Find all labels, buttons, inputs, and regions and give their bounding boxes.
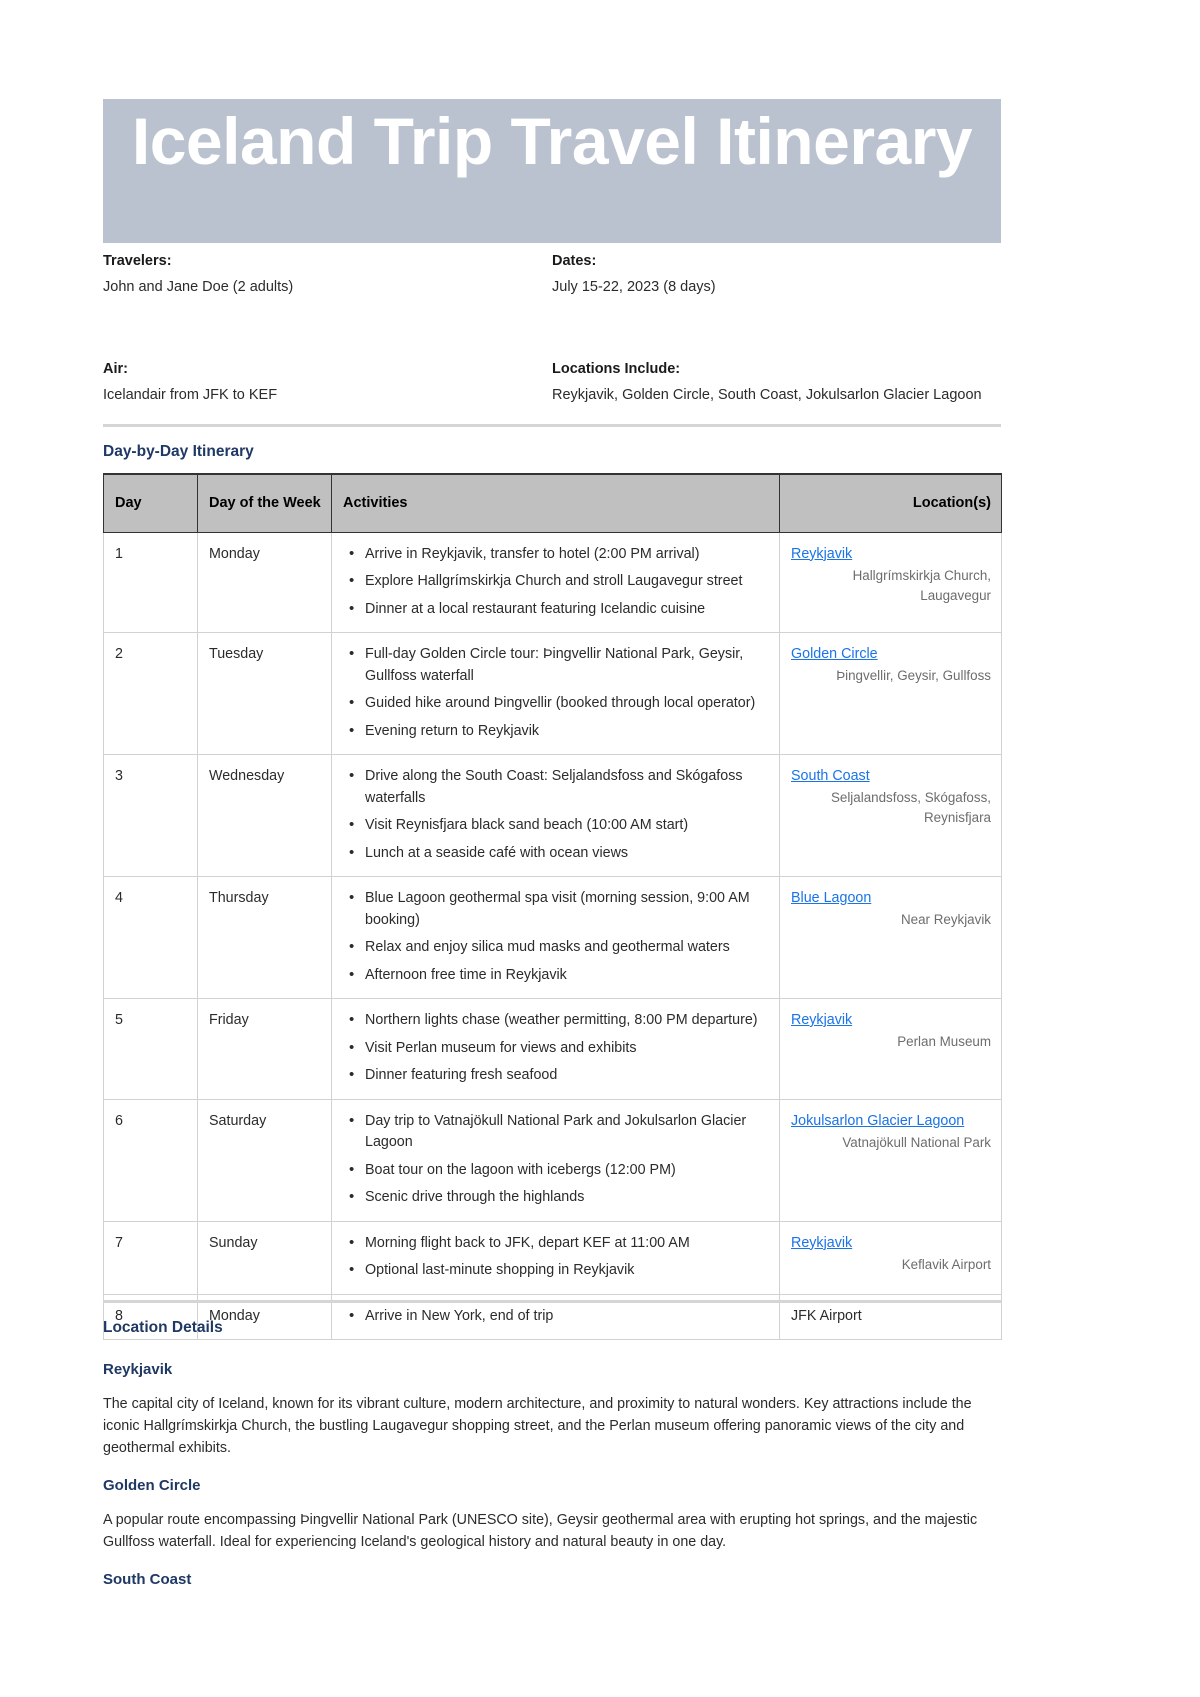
cell-day-of-week: Monday bbox=[198, 1294, 332, 1340]
dates-value: July 15-22, 2023 (8 days) bbox=[552, 279, 716, 295]
trip-meta bbox=[103, 250, 1001, 406]
meta-air bbox=[103, 358, 552, 406]
cell-activities bbox=[332, 999, 780, 1100]
cell-activities bbox=[332, 755, 780, 877]
itinerary-table bbox=[103, 473, 1002, 1340]
activity-item: • Day trip to Vatnajökull National Park and Jokulsarlon Glacier Lagoon bbox=[363, 1111, 769, 1154]
location-subtext: Reynisfjara bbox=[924, 810, 991, 825]
location-subtext: Hallgrímskirkja Church, bbox=[852, 567, 991, 583]
meta-spacer bbox=[103, 298, 1001, 358]
itinerary-table-body bbox=[104, 532, 1002, 1340]
activity-item: • Blue Lagoon geothermal spa visit (morning session, 9:00 AM booking) bbox=[363, 888, 769, 931]
location-detail-text: The capital city of Iceland, known for its vibrant culture, modern architecture, and proximity to natural wonders. Key attractions include the iconic Hallgrímskirkja Church, the bustling Laugavegur shopping street, and the Perlan museum offering panoramic views of the city and geothermal exhibits. bbox=[103, 1396, 972, 1456]
cell-activities bbox=[332, 532, 780, 633]
activity-item: • Northern lights chase (weather permitting, 8:00 PM departure) bbox=[363, 1010, 769, 1032]
location-link[interactable]: Reykjavik bbox=[791, 1234, 853, 1251]
activity-item: • Scenic drive through the highlands bbox=[363, 1187, 769, 1209]
location-subtext: Þingvellir, Geysir, Gullfoss bbox=[836, 668, 991, 683]
activity-item: • Explore Hallgrímskirkja Church and stroll Laugavegur street bbox=[363, 571, 769, 593]
cell-activities bbox=[332, 1099, 780, 1221]
cell-day: 6 bbox=[104, 1099, 198, 1221]
activity-list bbox=[343, 766, 769, 864]
activity-item: • Visit Reynisfjara black sand beach (10:00 AM start) bbox=[363, 815, 769, 837]
cell-day: 2 bbox=[104, 633, 198, 755]
table-row bbox=[104, 633, 1002, 755]
location-details-heading: Location Details bbox=[103, 1319, 223, 1336]
location-subtext: Seljalandsfoss, Skógafoss, bbox=[830, 790, 991, 805]
activity-item: • Afternoon free time in Reykjavik bbox=[363, 965, 769, 987]
activity-list bbox=[343, 888, 769, 986]
location-detail-item bbox=[103, 1570, 1001, 1589]
location-link[interactable]: South Coast bbox=[791, 768, 870, 784]
itinerary-table-head bbox=[104, 474, 1002, 532]
cell-day-of-week: Tuesday bbox=[198, 633, 332, 755]
meta-row-2 bbox=[103, 358, 1001, 406]
table-row bbox=[104, 755, 1002, 877]
cell-day-of-week: Saturday bbox=[198, 1099, 332, 1221]
location-subtext: Laugavegur bbox=[920, 587, 991, 603]
column-header-day-of-week: Day of the Week bbox=[198, 474, 332, 532]
meta-row-1 bbox=[103, 250, 1001, 298]
cell-day-of-week: Sunday bbox=[198, 1221, 332, 1294]
activity-item: • Morning flight back to JFK, depart KEF at 11:00 AM bbox=[363, 1233, 769, 1255]
cell-locations bbox=[780, 1221, 1002, 1294]
column-header-activities: Activities bbox=[332, 474, 780, 532]
cell-day: 3 bbox=[104, 755, 198, 877]
location-link[interactable]: Reykjavik bbox=[791, 1012, 853, 1028]
meta-dates bbox=[552, 250, 1001, 298]
location-subtext: Perlan Museum bbox=[897, 1034, 991, 1049]
cell-day: 7 bbox=[104, 1221, 198, 1294]
cell-day: 5 bbox=[104, 999, 198, 1100]
cell-locations bbox=[780, 633, 1002, 755]
activity-item: • Guided hike around Þingvellir (booked through local operator) bbox=[363, 693, 769, 715]
activity-list bbox=[343, 1010, 769, 1087]
cell-day: 4 bbox=[104, 877, 198, 999]
divider-top bbox=[103, 424, 1001, 427]
air-label: Air: bbox=[103, 361, 128, 377]
dates-label: Dates: bbox=[552, 253, 597, 269]
cell-day: 1 bbox=[104, 532, 198, 633]
cell-day-of-week: Monday bbox=[198, 532, 332, 633]
activity-item: • Arrive in Reykjavik, transfer to hotel (2:00 PM arrival) bbox=[363, 544, 769, 566]
cell-day: 8 bbox=[104, 1294, 198, 1340]
table-row bbox=[104, 1099, 1002, 1221]
cell-locations bbox=[780, 877, 1002, 999]
activity-item: • Relax and enjoy silica mud masks and geothermal waters bbox=[363, 937, 769, 959]
itinerary-table-wrapper bbox=[103, 473, 1001, 1340]
air-value: Icelandair from JFK to KEF bbox=[103, 387, 278, 403]
activity-list bbox=[343, 544, 769, 621]
location-detail-item bbox=[103, 1476, 1001, 1553]
cell-locations bbox=[780, 755, 1002, 877]
cell-day-of-week: Friday bbox=[198, 999, 332, 1100]
cell-day-of-week: Wednesday bbox=[198, 755, 332, 877]
cell-activities bbox=[332, 633, 780, 755]
location-details-list bbox=[103, 1360, 1001, 1589]
table-row bbox=[104, 1221, 1002, 1294]
travelers-value: John and Jane Doe (2 adults) bbox=[103, 279, 294, 295]
cell-locations bbox=[780, 1099, 1002, 1221]
meta-locations bbox=[552, 358, 1001, 406]
location-subtext: Keflavik Airport bbox=[901, 1256, 991, 1272]
column-header-day: Day bbox=[104, 474, 198, 532]
location-subtext: Vatnajökull National Park bbox=[842, 1134, 991, 1150]
column-header-locations: Location(s) bbox=[780, 474, 1002, 532]
location-detail-name: Reykjavik bbox=[103, 1361, 173, 1378]
activity-item: • Dinner featuring fresh seafood bbox=[363, 1065, 769, 1087]
location-link[interactable]: Blue Lagoon bbox=[791, 890, 872, 906]
table-header-row bbox=[104, 474, 1002, 532]
activity-item: • Optional last-minute shopping in Reykjavik bbox=[363, 1260, 769, 1282]
meta-travelers bbox=[103, 250, 552, 298]
table-row bbox=[104, 999, 1002, 1100]
activity-item: • Full-day Golden Circle tour: Þingvellir National Park, Geysir, Gullfoss waterfall bbox=[363, 644, 769, 687]
location-detail-text: A popular route encompassing Þingvellir National Park (UNESCO site), Geysir geothermal area with erupting hot springs, and the majestic Gullfoss waterfall. Ideal for experiencing Iceland's geological history and natural beauty in one day. bbox=[103, 1512, 978, 1550]
location-detail-name: Golden Circle bbox=[103, 1477, 201, 1494]
locations-value: Reykjavik, Golden Circle, South Coast, Jokulsarlon Glacier Lagoon bbox=[552, 387, 982, 403]
location-details-section bbox=[103, 1318, 1001, 1606]
location-link[interactable]: Jokulsarlon Glacier Lagoon bbox=[791, 1112, 965, 1129]
table-row bbox=[104, 877, 1002, 999]
page-title: Iceland Trip Travel Itinerary bbox=[131, 104, 973, 178]
cell-day-of-week: Thursday bbox=[198, 877, 332, 999]
location-text: JFK Airport bbox=[791, 1307, 862, 1324]
table-row bbox=[104, 532, 1002, 633]
location-link[interactable]: Reykjavik bbox=[791, 545, 853, 562]
activity-list bbox=[343, 644, 769, 742]
title-banner bbox=[103, 99, 1001, 243]
activity-item: • Dinner at a local restaurant featuring Icelandic cuisine bbox=[363, 599, 769, 621]
travelers-label: Travelers: bbox=[103, 253, 172, 269]
cell-activities bbox=[332, 1221, 780, 1294]
divider-bottom bbox=[103, 1300, 1001, 1303]
location-detail-name: South Coast bbox=[103, 1571, 192, 1588]
itinerary-heading: Day-by-Day Itinerary bbox=[103, 443, 254, 460]
cell-locations bbox=[780, 532, 1002, 633]
activity-item: • Arrive in New York, end of trip bbox=[363, 1306, 769, 1328]
cell-activities bbox=[332, 877, 780, 999]
location-detail-item bbox=[103, 1360, 1001, 1459]
cell-locations bbox=[780, 999, 1002, 1100]
activity-item: • Lunch at a seaside café with ocean views bbox=[363, 843, 769, 865]
activity-list bbox=[343, 1111, 769, 1209]
activity-item: • Visit Perlan museum for views and exhibits bbox=[363, 1038, 769, 1060]
activity-list bbox=[343, 1233, 769, 1282]
location-link[interactable]: Golden Circle bbox=[791, 646, 878, 662]
locations-label: Locations Include: bbox=[552, 361, 681, 377]
activity-item: • Drive along the South Coast: Seljalandsfoss and Skógafoss waterfalls bbox=[363, 766, 769, 809]
activity-item: • Boat tour on the lagoon with icebergs (12:00 PM) bbox=[363, 1160, 769, 1182]
activity-item: • Evening return to Reykjavik bbox=[363, 721, 769, 743]
location-subtext: Near Reykjavik bbox=[900, 912, 991, 927]
